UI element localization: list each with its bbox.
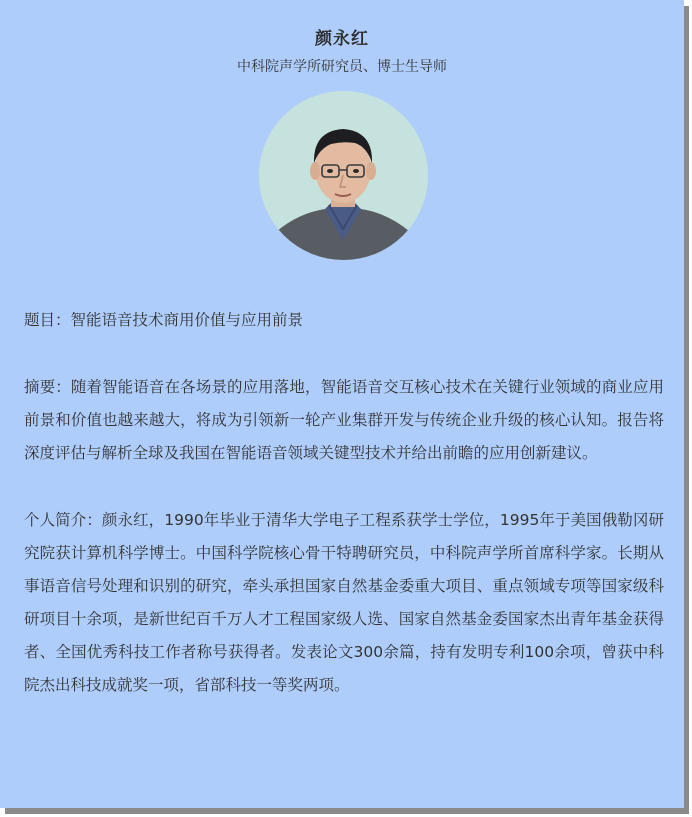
speaker-title: 中科院声学所研究员、博士生导师 xyxy=(237,59,447,75)
abstract-label: 摘要： xyxy=(24,378,71,396)
speaker-name: 颜永红 xyxy=(315,29,369,49)
speaker-portrait xyxy=(259,91,428,260)
bio-text: 颜永红，1990年毕业于清华大学电子工程系获学士学位，1995年于美国俄勒冈研究院获计算机科学博士。中国科学院核心骨干特聘研究员，中科院声学所首席科学家。长期从事语音信号处理和识别的研究，牵头承担国家自然基金委重大项目、重点领域专项等国家级科研项目十余项，是新世纪百千万人才工程国家级人选、国家自然基金委国家杰出青年基金获得者、全国优秀科技工作者称号获得者。发表论文300余篇，持有发明专利100余项，曾获中科院杰出科技成就奖一项，省部科技一等奖两项。 xyxy=(24,511,664,694)
abstract-paragraph xyxy=(24,371,664,470)
abstract-text: 随着智能语音在各场景的应用落地，智能语音交互核心技术在关键行业领域的商业应用前景和价值也越来越大，将成为引领新一轮产业集群开发与传统企业升级的核心认知。报告将深度评估与解析全球及我国在智能语音领域关键型技术并给出前瞻的应用创新建议。 xyxy=(24,378,664,462)
bio-paragraph xyxy=(24,504,664,702)
topic-label: 题目： xyxy=(24,311,71,329)
bio-label: 个人简介： xyxy=(24,511,102,529)
topic-text: 智能语音技术商用价值与应用前景 xyxy=(70,311,304,329)
article-body xyxy=(24,304,664,702)
topic-paragraph xyxy=(24,304,664,337)
